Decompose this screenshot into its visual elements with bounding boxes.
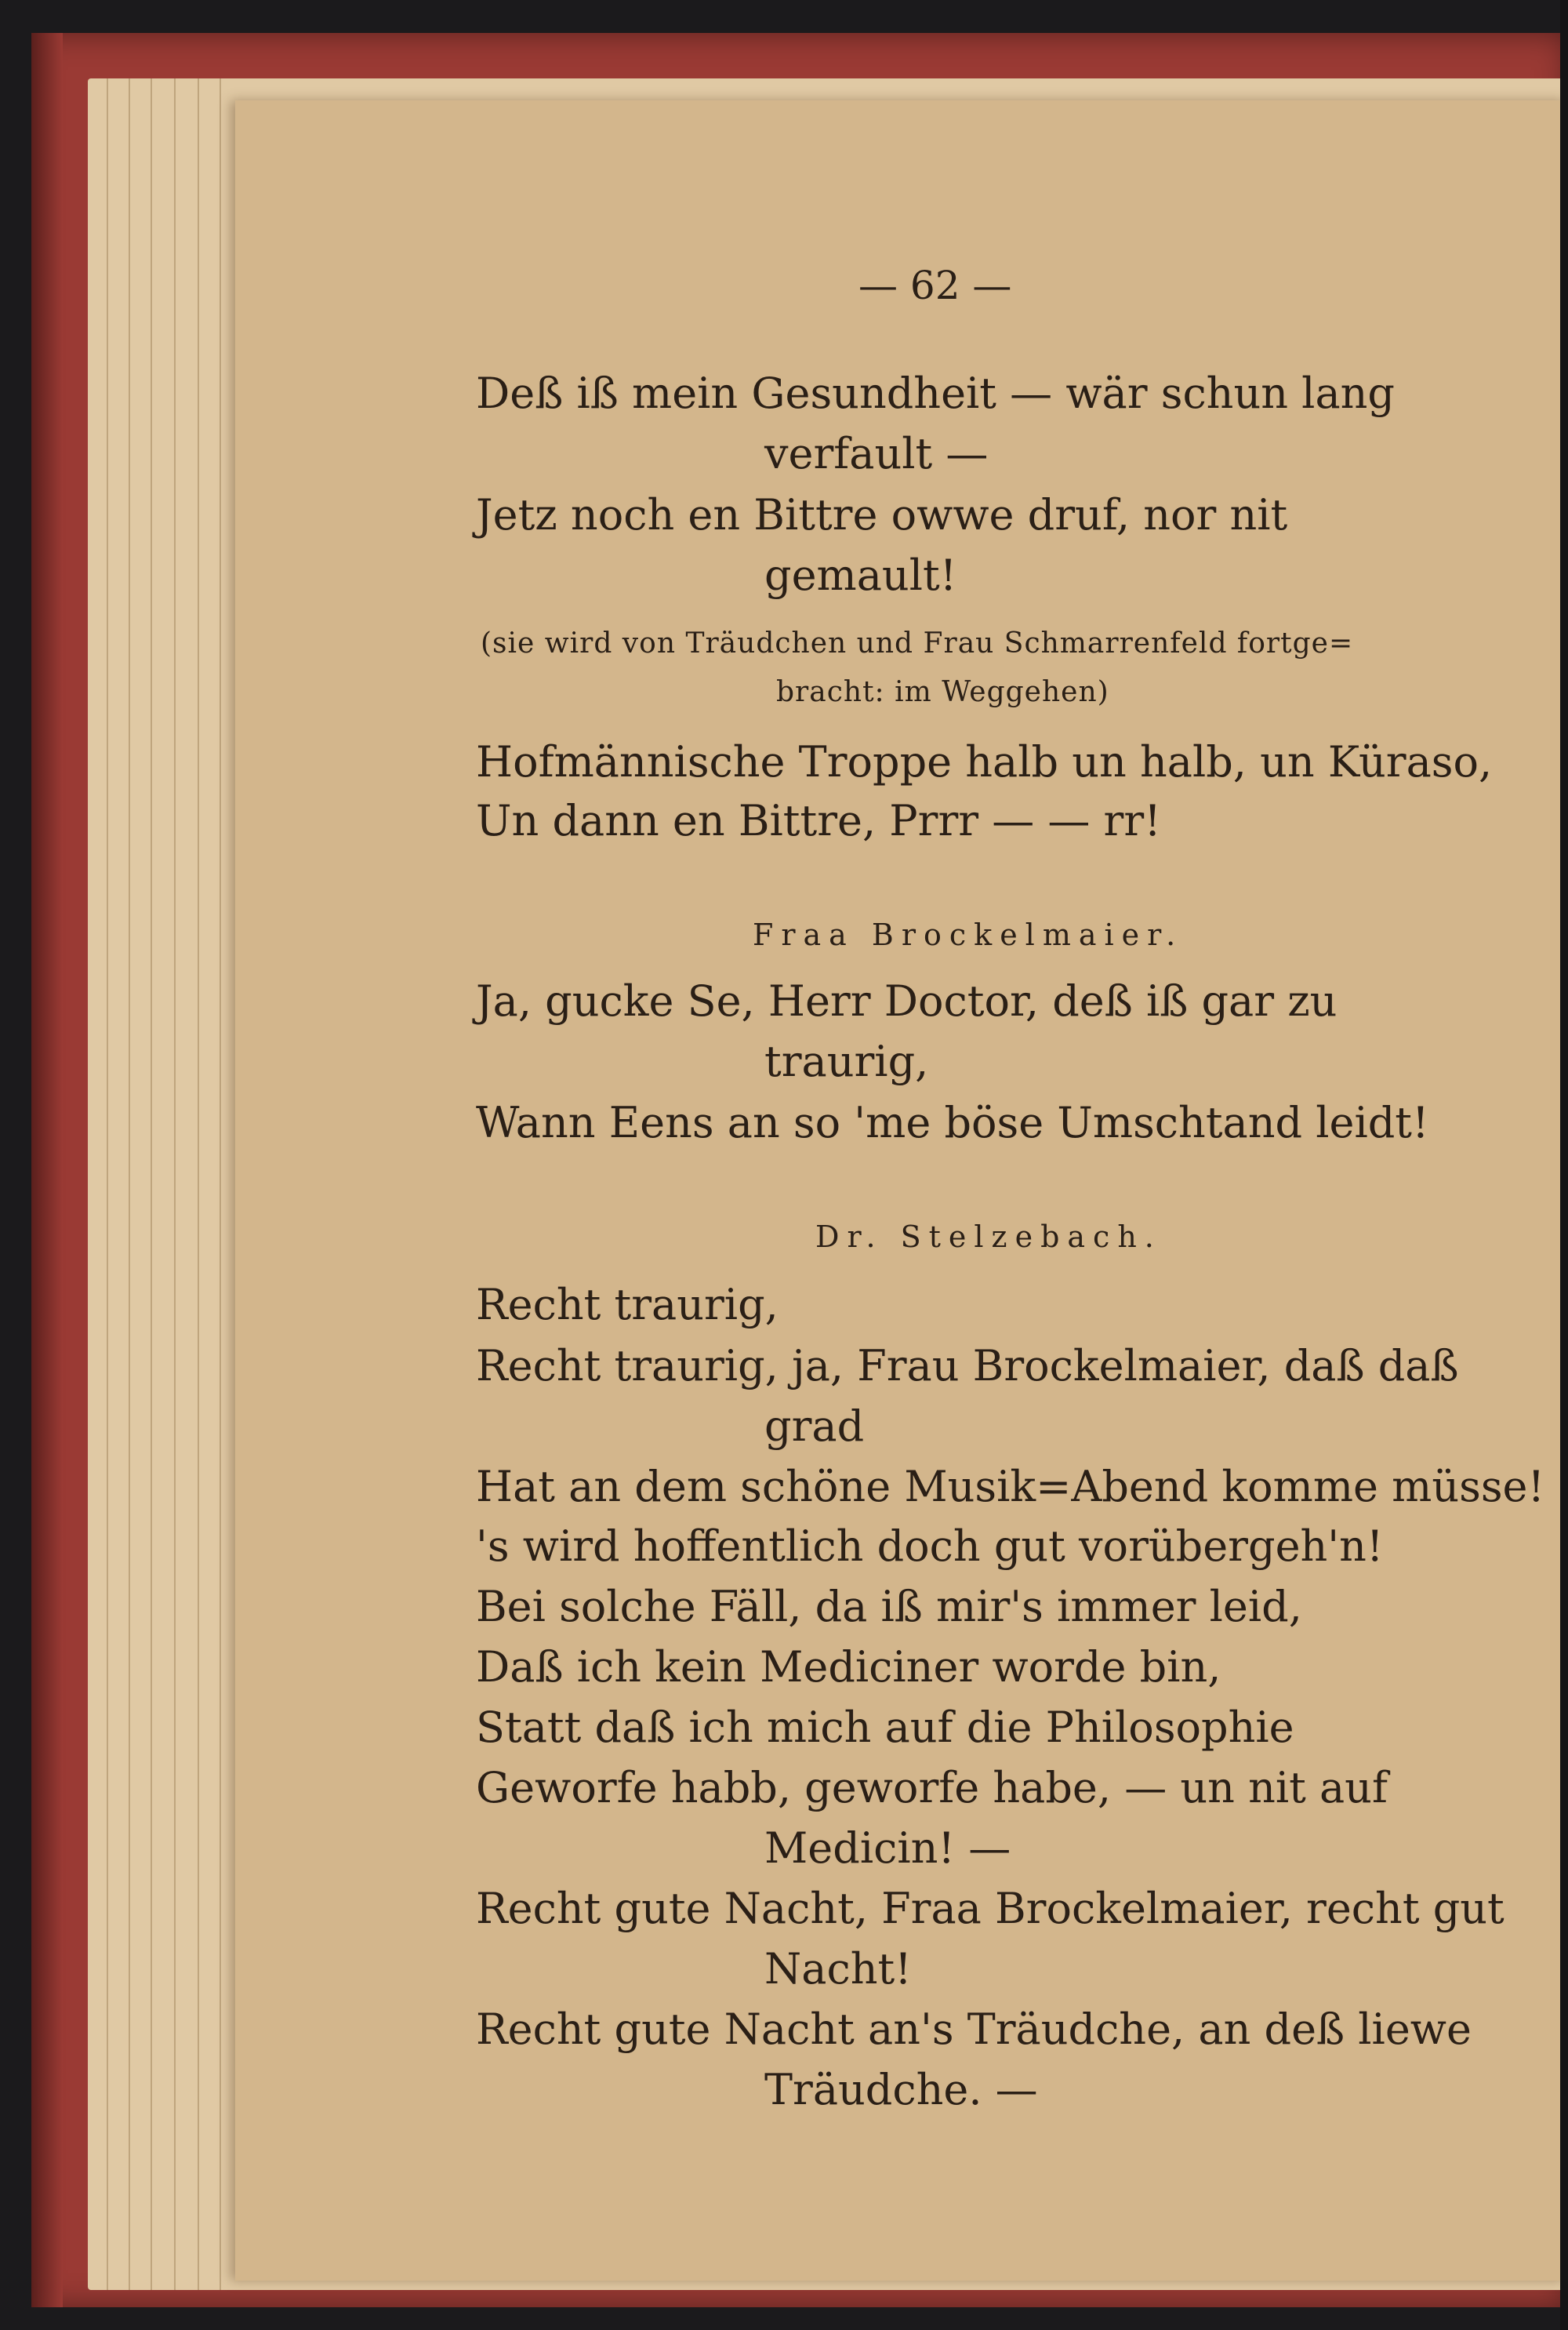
verse-line-continuation: grad	[764, 1401, 865, 1451]
verse-line: Jetz noch en Bittre owwe druf, nor nit	[476, 490, 1288, 540]
verse-line: Recht gute Nacht, Fraa Brockelmaier, recht gut	[476, 1884, 1504, 1933]
page-number: — 62 —	[858, 263, 1012, 308]
verse-line: 's wird hoffentlich doch gut vorübergeh'n!	[476, 1521, 1384, 1571]
verse-line: Hat an dem schöne Musik=Abend komme müsse!	[476, 1462, 1545, 1511]
stage-direction-continuation: bracht: im Weggehen)	[776, 676, 1109, 708]
speaker-name: Fraa Brockelmaier.	[753, 918, 1184, 952]
verse-line: Wann Eens an so 'me böse Umschtand leidt!	[476, 1098, 1429, 1147]
speaker-name: Dr. Stelzebach.	[815, 1220, 1162, 1254]
verse-line: Recht traurig, ja, Frau Brockelmaier, daß daß	[476, 1341, 1459, 1390]
verse-line: Un dann en Bittre, Prrr — — rr!	[476, 796, 1161, 845]
verse-line: Bei solche Fäll, da iß mir's immer leid,	[476, 1582, 1302, 1631]
verse-line-continuation: Medicin! —	[764, 1823, 1011, 1873]
verse-line-continuation: gemault!	[764, 551, 957, 600]
verse-line: Geworfe habb, geworfe habe, — un nit auf	[476, 1763, 1388, 1812]
verse-line: Daß ich kein Mediciner worde bin,	[476, 1642, 1221, 1692]
verse-line: Hofmännische Troppe halb un halb, un Küraso,	[476, 737, 1493, 787]
verse-line-continuation: Träudche. —	[764, 2065, 1038, 2114]
background-edge	[1560, 0, 1568, 2330]
verse-line-continuation: verfault —	[764, 429, 989, 478]
verse-line-continuation: traurig,	[764, 1037, 929, 1086]
verse-line: Ja, gucke Se, Herr Doctor, deß iß gar zu	[476, 976, 1338, 1026]
stage-direction: (sie wird von Träudchen und Frau Schmarrenfeld fortge=	[481, 627, 1354, 660]
verse-line: Recht traurig,	[476, 1280, 779, 1329]
verse-line: Deß iß mein Gesundheit — wär schun lang	[476, 369, 1395, 418]
cover-edge	[31, 33, 63, 2307]
verse-line-continuation: Nacht!	[764, 1944, 912, 1994]
verse-line: Statt daß ich mich auf die Philosophie	[476, 1703, 1294, 1752]
verse-line: Recht gute Nacht an's Träudche, an deß liewe	[476, 2005, 1472, 2054]
